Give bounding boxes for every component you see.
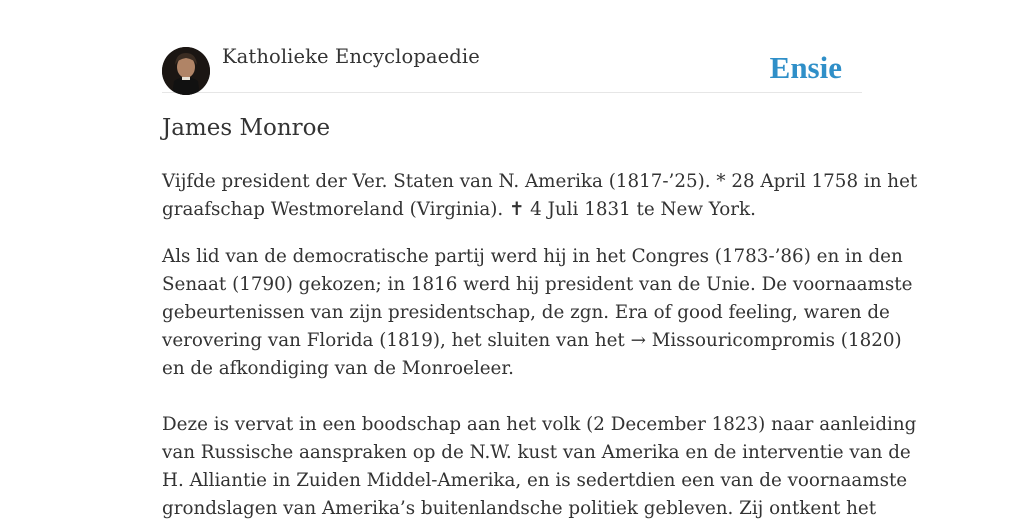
paragraph-line: H. Alliantie in Zuiden Middel-Amerika, en is sedertdien een van de voornaamste	[162, 470, 908, 491]
site-header	[162, 0, 862, 93]
paragraph-line: grondslagen van Amerika’s buitenlandsche politiek gebleven. Zij ontkent het	[162, 498, 877, 519]
site-name[interactable]: Katholieke Encyclopaedie	[222, 45, 480, 68]
paragraph-line: verovering van Florida (1819), het sluiten van het → Missouricompromis (1820)	[162, 330, 902, 351]
portrait-avatar-icon	[162, 47, 210, 95]
article-paragraph	[162, 168, 918, 224]
paragraph-line: Vijfde president der Ver. Staten van N. Amerika (1817-’25). * 28 April 1758 in het	[162, 171, 918, 192]
paragraph-line: en de afkondiging van de Monroeleer.	[162, 358, 514, 379]
paragraph-line: graafschap Westmoreland (Virginia). ✝ 4 Juli 1831 te New York.	[162, 199, 756, 220]
paragraph-line: Als lid van de democratische partij werd hij in het Congres (1783-’86) en in den	[162, 246, 903, 267]
paragraph-line: gebeurtenissen van zijn presidentschap, de zgn. Era of good feeling, waren de	[162, 302, 890, 323]
paragraph-line: Deze is vervat in een boodschap aan het volk (2 December 1823) naar aanleiding	[162, 414, 917, 435]
site-avatar[interactable]	[162, 47, 210, 95]
article-paragraph	[162, 411, 917, 523]
article-title: James Monroe	[162, 115, 331, 141]
article-paragraph	[162, 243, 913, 383]
page-content	[162, 0, 918, 519]
brand-logo[interactable]: Ensie	[769, 50, 842, 85]
paragraph-line: van Russische aanspraken op de N.W. kust van Amerika en de interventie van de	[162, 442, 911, 463]
paragraph-line: Senaat (1790) gekozen; in 1816 werd hij president van de Unie. De voornaamste	[162, 274, 913, 295]
